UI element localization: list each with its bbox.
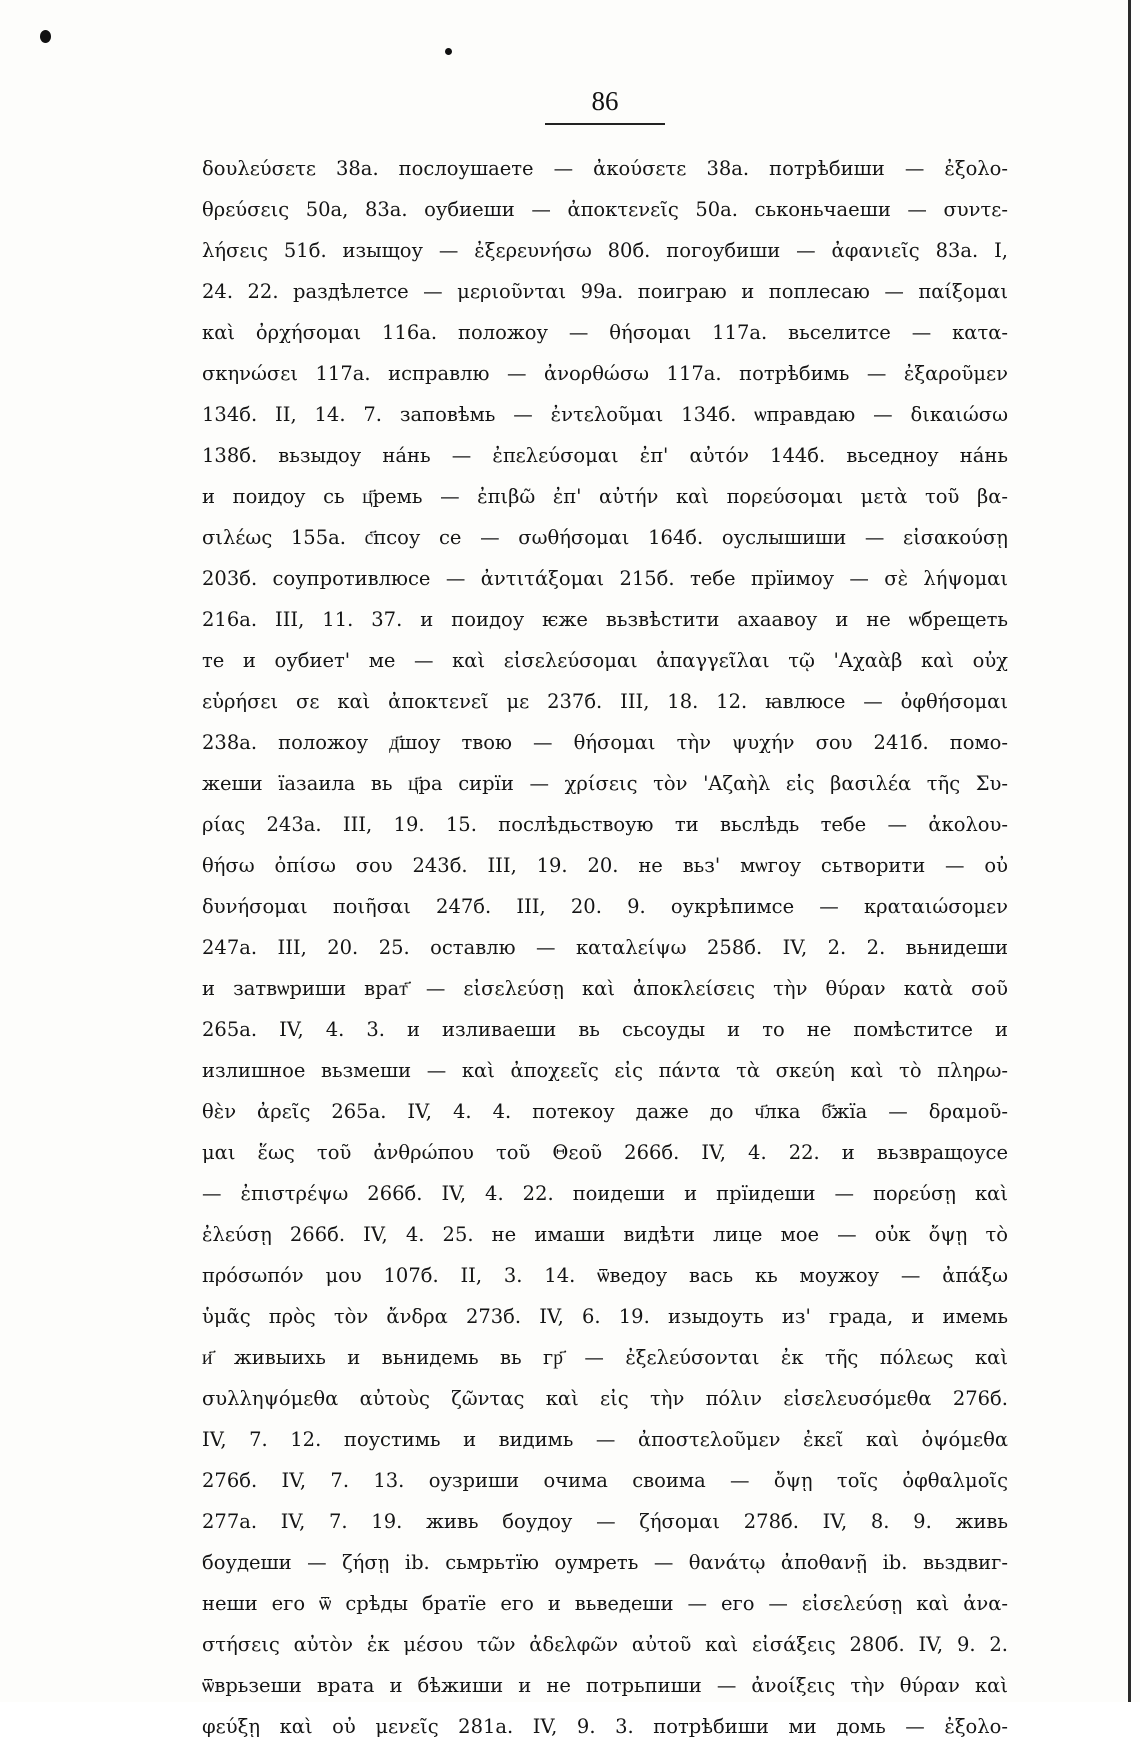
text-line: εὑρήσει σε καὶ ἀποκτενεῖ με 237б. III, 18. 12. ꙗвлюсе — ὀφθήσομαι <box>202 690 1008 713</box>
page-edge-line <box>1128 0 1131 1702</box>
text-line: συλληψόμεθα αὐτοὺς ζῶντας καὶ εἰς τὴν πόλιν εἰσελευσόμεθα 276б. <box>202 1387 1008 1410</box>
text-line: жеши їазаила вь ц҃ра сирїи — χρίσεις τὸν 'Αζαὴλ εἰς βασιλέα τῆς Συ- <box>202 772 1008 795</box>
text-line: θήσω ὀπίσω σου 243б. III, 19. 20. не вьз' мѡгоу сьтворити — οὐ <box>202 854 1008 877</box>
text-line: и затвѡриши врат҃ — εἰσελεύσῃ καὶ ἀποκλείσεις τὴν θύραν κατὰ σοῦ <box>202 977 1008 1000</box>
text-line: ρίας 243a. III, 19. 15. послѣдьствоую ти вьслѣдь тебе — ἀκολου- <box>202 813 1008 836</box>
text-line: θὲν ἀρεῖς 265a. IV, 4. 4. потекоу даже до ч҃лка б҃жїа — δραμοῦ- <box>202 1100 1008 1123</box>
text-line: σκηνώσει 117a. исправлю — ἀνορθώσω 117a. потрѣбимь — ἐξαροῦμεν <box>202 362 1008 385</box>
ink-speck <box>445 48 452 55</box>
text-line: IV, 7. 12. поустимь и видимь — ἀποστελοῦμεν ἐκεῖ καὶ ὀψόμεθα <box>202 1428 1008 1451</box>
text-line: неши его ѿ срѣды братїе его и вьведеши — его — εἰσελεύσῃ καὶ ἀνα- <box>202 1592 1008 1615</box>
text-line: στήσεις αὐτὸν ἐκ μέσου τῶν ἀδελφῶν αὐτοῦ καὶ εἰσάξεις 280б. IV, 9. 2. <box>202 1633 1008 1656</box>
text-line: 134б. II, 14. 7. заповѣмь — ἐντελοῦμαι 134б. ѡправдаю — δικαιώσω <box>202 403 1008 426</box>
header-rule <box>545 123 665 125</box>
text-line: 203б. соупротивлюсе — ἀντιτάξομαι 215б. тебе прїимоу — σὲ λήψομαι <box>202 567 1008 590</box>
text-line: 24. 22. раздѣлетсе — μεριοῦνται 99a. поиграю и поплесаю — παίξομαι <box>202 280 1008 303</box>
body-text <box>202 148 1008 1747</box>
text-line: ѿврьзеши врата и бѣжиши и не потрьпиши — ἀνοίξεις τὴν θύραν καὶ <box>202 1674 1008 1697</box>
page-number: 86 <box>591 86 619 116</box>
text-line: 247a. III, 20. 25. оставлю — καταλείψω 258б. IV, 2. 2. вьнидеши <box>202 936 1008 959</box>
ink-speck <box>40 30 51 43</box>
text-line: те и оубиет' ме — καὶ εἰσελεύσομαι ἀπαγγεῖλαι τῷ 'Αχαὰβ καὶ οὐχ <box>202 649 1008 672</box>
text-line: δυνήσομαι ποιῆσαι 247б. III, 20. 9. оукрѣпимсе — κραταιώσομεν <box>202 895 1008 918</box>
text-line: 238a. положоу д҃шоу твою — θήσομαι τὴν ψυχήν σου 241б. помо- <box>202 731 1008 754</box>
text-line: боудеши — ζήσῃ ib. сьмрьтїю оумреть — θανάτῳ ἀποθανῇ ib. вьздвиг- <box>202 1551 1008 1574</box>
text-line: 265a. IV, 4. 3. и изливаеши вь сьсоуды и то не помѣститсе и <box>202 1018 1008 1041</box>
text-line: θρεύσεις 50a, 83a. оубиеши — ἀποκτενεῖς 50a. ськоньчаеши — συντε- <box>202 198 1008 221</box>
text-line: излишное вьзмеши — καὶ ἀποχεεῖς εἰς πάντα τὰ σκεύη καὶ τὸ πληρω- <box>202 1059 1008 1082</box>
text-line: ὑμᾶς πρὸς τὸν ἄνδρα 273б. IV, 6. 19. изыдоуть из' града, и имемь <box>202 1305 1008 1328</box>
text-line: — ἐπιστρέψω 266б. IV, 4. 22. поидеши и прїидеши — πορεύσῃ καὶ <box>202 1182 1008 1205</box>
text-line: δουλεύσετε 38a. послоушаете — ἀκούσετε 38a. потрѣбиши — ἐξολο- <box>202 157 1008 180</box>
text-line: 277a. IV, 7. 19. живь боудоу — ζήσομαι 278б. IV, 8. 9. живь <box>202 1510 1008 1533</box>
text-line: 216a. III, 11. 37. и поидоу ѥже вьзвѣстити ахаавоу и не ѡбрещеть <box>202 608 1008 631</box>
text-line: σιλέως 155a. с҃псоу се — σωθήσομαι 164б. оуслышиши — εἰσακούσῃ <box>202 526 1008 549</box>
text-line: 138б. вьзыдоу на́нь — ἐπελεύσομαι ἐπ' αὐτόν 144б. вьседноу на́нь <box>202 444 1008 467</box>
text-line: καὶ ὀρχήσομαι 116a. положоу — θήσομαι 117a. вьселитсе — κατα- <box>202 321 1008 344</box>
text-line: и поидоу сь ц҃ремь — ἐπιβῶ ἐπ' αὐτήν καὶ πορεύσομαι μετὰ τοῦ βα- <box>202 485 1008 508</box>
text-line: λήσεις 51б. изыщоу — ἐξερευνήσω 80б. погоубиши — ἀφανιεῖς 83a. I, <box>202 239 1008 262</box>
text-line: φεύξῃ καὶ οὐ μενεῖς 281a. IV, 9. 3. потрѣбиши ми домь — ἐξολο- <box>202 1715 1008 1738</box>
text-line: 276б. IV, 7. 13. оузриши очима своима — ὄψῃ τοῖς ὀφθαλμοῖς <box>202 1469 1008 1492</box>
text-line: πρόσωπόν μου 107б. II, 3. 14. ѿведоу вась кь моужоу — ἀπάξω <box>202 1264 1008 1287</box>
text-line: ἐλεύσῃ 266б. IV, 4. 25. не имаши видѣти лице мое — οὐκ ὄψῃ τὸ <box>202 1223 1008 1246</box>
text-line: и҃ живыихь и вьнидемь вь гр҃ — ἐξελεύσονται ἐκ τῆς πόλεως καὶ <box>202 1346 1008 1369</box>
text-line: μαι ἕως τοῦ ἀνθρώπου τοῦ Θεοῦ 266б. IV, 4. 22. и вьзвращоусе <box>202 1141 1008 1164</box>
